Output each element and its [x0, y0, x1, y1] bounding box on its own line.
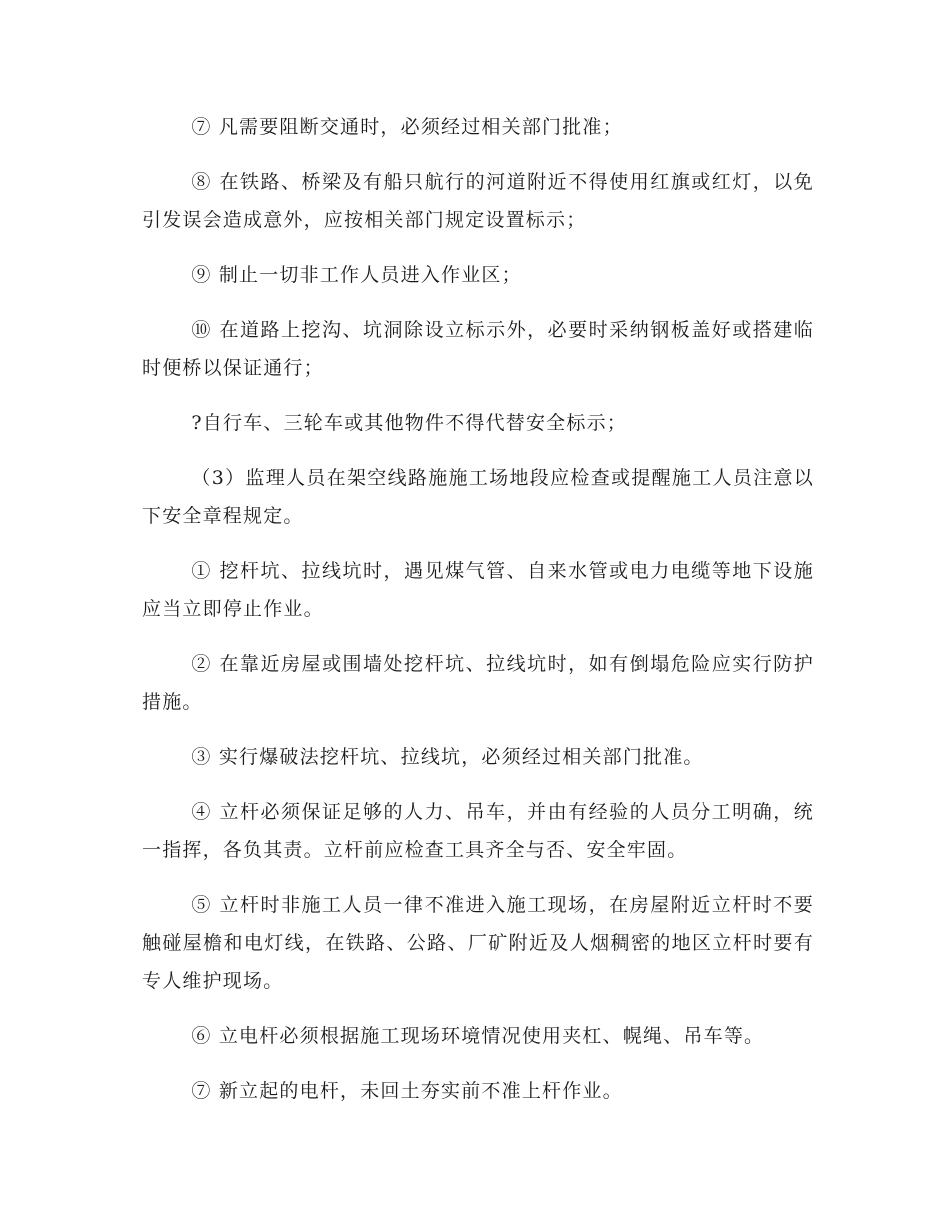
- paragraph-new-pole: ⑦ 新立起的电杆，未回土夯实前不准上杆作业。: [191, 1080, 623, 1102]
- paragraph-road-trench: ⑩ 在道路上挖沟、坑洞除设立标示外，必要时采纳钢板盖好或搭建临时便桥以保证通行；: [142, 319, 814, 379]
- paragraph-pole-erection-staff: ④ 立杆必须保证足够的人力、吊车，并由有经验的人员分工明确，统一指挥，各负其责。立杆前应检查工具齐全与否、安全牢固。: [142, 801, 814, 861]
- paragraph-site-safety: ⑤ 立杆时非施工人员一律不准进入施工现场，在房屋附近立杆时不要触碰屋檐和电灯线，在铁路、公路、厂矿附近及人烟稠密的地区立杆时要有专人维护现场。: [142, 894, 814, 992]
- paragraph-no-substitute-signs: ?自行车、三轮车或其他物件不得代替安全标示；: [191, 412, 627, 434]
- paragraph-section-3-heading: （3）监理人员在架空线路施施工场地段应检查或提醒施工人员注意以下安全章程规定。: [142, 467, 814, 527]
- paragraph-pole-equipment: ⑥ 立电杆必须根据施工现场环境情况使用夹杠、幌绳、吊车等。: [191, 1025, 765, 1047]
- paragraph-traffic-approval: ⑦ 凡需要阻断交通时，必须经过相关部门批准；: [191, 116, 623, 138]
- paragraph-pit-digging: ① 挖杆坑、拉线坑时，遇见煤气管、自来水管或电力电缆等地下设施应当立即停止作业。: [142, 560, 814, 620]
- paragraph-railway-signals: ⑧ 在铁路、桥梁及有船只航行的河道附近不得使用红旗或红灯，以免引发误会造成意外，应按相关部门规定设置标示；: [142, 171, 814, 231]
- document-body: [142, 108, 814, 1110]
- paragraph-restrict-entry: ⑨ 制止一切非工作人员进入作业区；: [191, 264, 522, 286]
- paragraph-near-buildings: ② 在靠近房屋或围墙处挖杆坑、拉线坑时，如有倒塌危险应实行防护措施。: [142, 653, 814, 713]
- paragraph-blasting: ③ 实行爆破法挖杆坑、拉线坑，必须经过相关部门批准。: [191, 746, 704, 768]
